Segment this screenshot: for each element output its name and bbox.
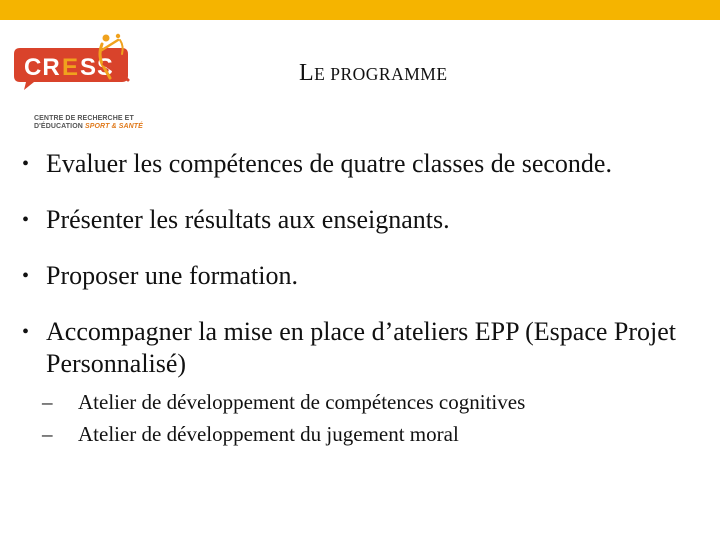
bullet-text: Proposer une formation. xyxy=(46,261,299,290)
bullet-text: Accompagner la mise en place d’ateliers EPP (Espace Projet Personnalisé) xyxy=(46,317,677,378)
bullet-item xyxy=(20,316,700,380)
bullet-item xyxy=(20,260,700,292)
bullet-item xyxy=(20,148,700,180)
cress-logo xyxy=(10,32,150,130)
logo-caption-prefix: D'ÉDUCATION xyxy=(34,123,85,130)
dash-glyph: – xyxy=(42,422,53,446)
sub-bullet-item xyxy=(20,386,700,418)
bullet-glyph: • xyxy=(22,321,30,343)
dash-glyph: – xyxy=(42,390,53,414)
logo-caption-line2 xyxy=(34,123,143,131)
top-accent-bar xyxy=(0,0,720,20)
bullet-list xyxy=(20,148,700,450)
title-cap-2: P xyxy=(330,64,341,84)
title-rest-2: ROGRAMME xyxy=(340,64,448,84)
bullet-glyph: • xyxy=(22,153,30,175)
title-cap-1: L xyxy=(299,60,315,86)
sub-bullet-list xyxy=(20,386,700,450)
logo-caption xyxy=(34,115,143,131)
bullet-item xyxy=(20,204,700,236)
bullet-glyph: • xyxy=(22,209,30,231)
bullet-text: Evaluer les compétences de quatre classes de seconde. xyxy=(46,149,612,178)
sub-bullet-text: Atelier de développement de compétences cognitives xyxy=(78,390,526,414)
logo-caption-accent: SPORT & SANTÉ xyxy=(84,123,143,130)
slide-title xyxy=(299,60,448,87)
cress-logo-mark xyxy=(10,32,150,110)
bullet-glyph: • xyxy=(22,265,30,287)
svg-text:SS: SS xyxy=(80,54,115,81)
sub-bullet-item xyxy=(20,418,700,450)
title-rest-1: E xyxy=(314,64,331,84)
bullet-text: Présenter les résultats aux enseignants. xyxy=(46,205,450,234)
svg-text:CR: CR xyxy=(24,54,61,81)
sub-bullet-text: Atelier de développement du jugement moral xyxy=(78,422,459,446)
logo-caption-line1: CENTRE DE RECHERCHE ET xyxy=(34,115,134,122)
svg-text:E: E xyxy=(62,54,79,81)
